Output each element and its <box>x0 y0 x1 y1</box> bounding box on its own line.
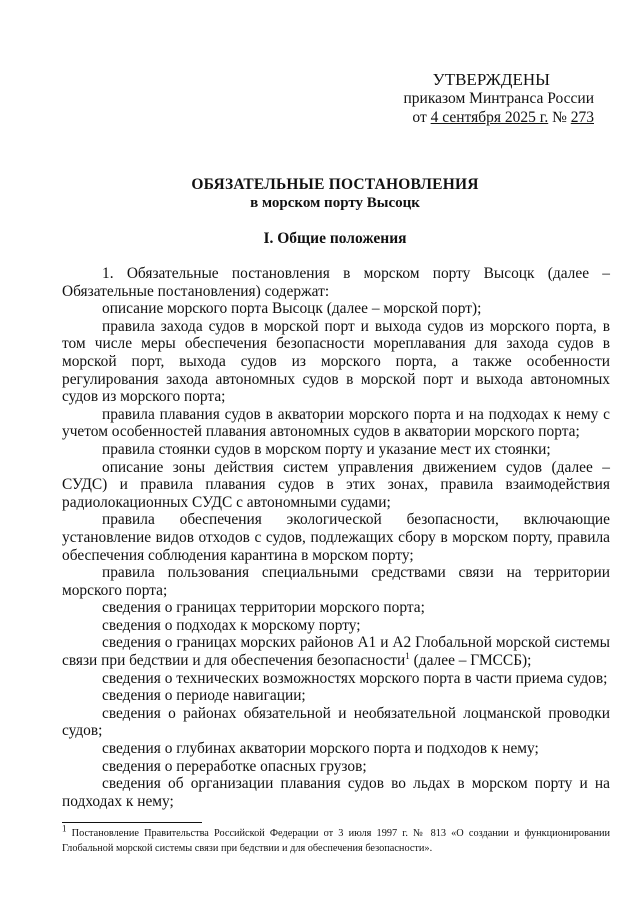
paragraph-8: правила пользования специальными средствами связи на территории морского порта; <box>62 564 610 599</box>
paragraph-14: сведения о районах обязательной и необязательной лоцманской проводки судов; <box>62 704 610 740</box>
approval-order: приказом Минтранса России <box>403 90 594 107</box>
footnote-separator <box>62 822 202 823</box>
approval-date-line <box>354 108 594 127</box>
footnote <box>62 823 610 856</box>
footnote-body: Постановление Правительства Российской Федерации от 3 июля 1997 г. № 813 «О создании и функционировании Глобальной морской системы связи при бедствии и для обеспечения безопасности». <box>62 828 610 854</box>
paragraph-11 <box>62 634 610 669</box>
approval-number: 273 <box>570 109 594 126</box>
section-heading: I. Общие положения <box>263 230 407 247</box>
paragraph-7: правила обеспечения экологической безопасности, включающие установление видов отходов с судов, подлежащих сбору в морском порту, правила обеспечения соблюдения карантина в морском порту; <box>62 511 610 564</box>
approval-date-prefix: от <box>412 109 431 126</box>
paragraph-12: сведения о технических возможностях морского порта в части приема судов; <box>102 669 608 687</box>
gmdss-text: сведения о границах морских районов А1 и А2 Глобальной морской системы связи при бедствии и для обеспечения безопасности <box>62 634 610 670</box>
footnote-text <box>62 823 610 856</box>
paragraph-16: сведения о переработке опасных грузов; <box>102 757 367 775</box>
gmdss-suffix: (далее – ГМССБ); <box>409 652 532 670</box>
approval-date: 4 сентября 2025 г. <box>430 109 549 126</box>
paragraph-5: правила стоянки судов в морском порту и указание мест их стоянки; <box>102 440 551 458</box>
paragraph-6: описание зоны действия систем управления движением судов (далее – СУДС) и правила плавания судов в этих зонах, правила взаимодействия радиолокационных СУДС с автономными судами; <box>62 458 610 511</box>
document-title <box>60 176 610 212</box>
paragraph-2: описание морского порта Высоцк (далее – морской порт); <box>102 300 482 318</box>
paragraph-4: правила плавания судов в акватории морского порта и на подходах к нему с учетом особенностей плавания автономных судов в акватории морского порта; <box>62 405 610 441</box>
footnote-mark: 1 <box>62 823 67 834</box>
paragraph-17: сведения об организации плавания судов во льдах в морском порту и на подходах к нему; <box>62 775 610 810</box>
body-text <box>62 265 610 810</box>
approval-block <box>354 70 594 127</box>
approval-number-prefix: № <box>548 109 571 126</box>
paragraph-9: сведения о границах территории морского порта; <box>102 599 425 617</box>
paragraph-3: правила захода судов в морской порт и выхода судов из морского порта, в том числе меры обеспечения безопасности мореплавания для захода судов в морской порт, выхода судов из морского порта, а также особенности регулирования захода автономных судов в морской порт и выхода автономных судов из морского порта; <box>62 317 610 406</box>
paragraph-13: сведения о периоде навигации; <box>102 687 306 705</box>
footnote-reference: 1 <box>405 650 410 661</box>
approval-stamp: УТВЕРЖДЕНЫ <box>432 70 550 89</box>
title-main: ОБЯЗАТЕЛЬНЫЕ ПОСТАНОВЛЕНИЯ <box>191 176 479 193</box>
title-sub: в морском порту Высоцк <box>250 195 420 211</box>
paragraph-1: 1. Обязательные постановления в морском порту Высоцк (далее – Обязательные постановления) содержат: <box>62 265 610 300</box>
paragraph-10: сведения о подходах к морскому порту; <box>102 616 361 634</box>
paragraph-15: сведения о глубинах акватории морского порта и подходов к нему; <box>102 740 539 758</box>
